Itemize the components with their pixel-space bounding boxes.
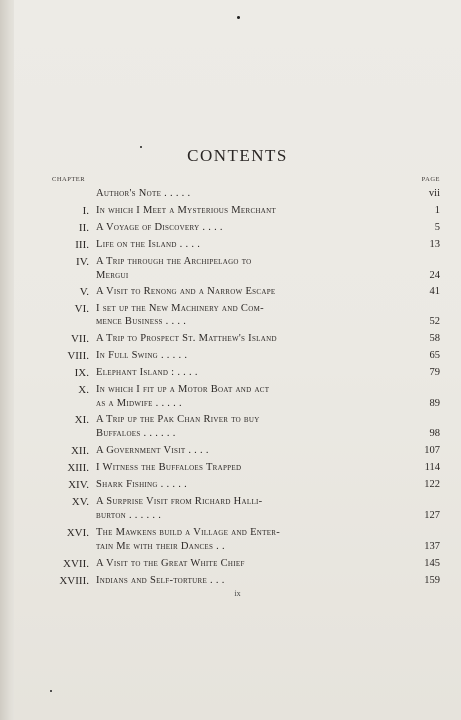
chapter-number: XI. bbox=[74, 414, 89, 426]
page-number: 145 bbox=[424, 558, 440, 569]
chapter-title-continued: burton . . . . . . bbox=[96, 510, 162, 521]
page-number: 5 bbox=[434, 222, 440, 233]
chapter-number: XVIII. bbox=[59, 575, 89, 587]
chapter-number: V. bbox=[79, 286, 89, 298]
chapter-title: A Trip through the Archipelago to bbox=[96, 256, 252, 267]
page-number: 107 bbox=[424, 445, 440, 456]
chapter-title-continued: Buffaloes . . . . . . bbox=[96, 428, 176, 439]
chapter-column-label: CHAPTER bbox=[52, 176, 86, 183]
chapter-number: VI. bbox=[74, 303, 89, 315]
chapter-title: Indians and Self-torture . . . bbox=[96, 575, 225, 586]
chapter-number: I. bbox=[82, 205, 89, 217]
chapter-number: XV. bbox=[71, 496, 89, 508]
page-number: 13 bbox=[429, 239, 440, 250]
page-number: 98 bbox=[429, 428, 440, 439]
page-column-label: PAGE bbox=[421, 176, 440, 183]
chapter-title: In which I fit up a Motor Boat and act bbox=[96, 384, 270, 395]
chapter-title: A Voyage of Discovery . . . . bbox=[96, 222, 223, 233]
chapter-number: XIV. bbox=[68, 479, 89, 491]
page-number: 24 bbox=[429, 270, 440, 281]
chapter-title: A Trip up the Pak Chan River to buy bbox=[96, 414, 260, 425]
page-number: 58 bbox=[429, 333, 440, 344]
page-number: 114 bbox=[424, 462, 440, 473]
page-number: vii bbox=[428, 188, 440, 199]
chapter-title: Elephant Island : . . . . bbox=[96, 367, 198, 378]
chapter-title: A Surprise Visit from Richard Halli- bbox=[96, 496, 263, 507]
page-number: 65 bbox=[429, 350, 440, 361]
chapter-number: XVI. bbox=[66, 527, 89, 539]
contents-title: CONTENTS bbox=[187, 146, 288, 165]
book-page bbox=[14, 0, 461, 720]
chapter-number: X. bbox=[78, 384, 89, 396]
chapter-number: IV. bbox=[76, 256, 89, 268]
page-number: 122 bbox=[424, 479, 440, 490]
chapter-number: XIII. bbox=[67, 462, 89, 474]
chapter-number: VIII. bbox=[67, 350, 89, 362]
chapter-title: Life on the Island . . . . bbox=[96, 239, 201, 250]
chapter-number: II. bbox=[78, 222, 89, 234]
chapter-title: I set up the New Machinery and Com- bbox=[96, 303, 264, 314]
chapter-title: A Visit to Renong and a Narrow Escape bbox=[96, 286, 276, 297]
chapter-title: In which I Meet a Mysterious Merchant bbox=[96, 205, 277, 216]
chapter-title-continued: mence Business . . . . bbox=[96, 316, 187, 327]
chapter-number: III. bbox=[75, 239, 89, 251]
chapter-title-continued: tain Me with their Dances . . bbox=[96, 541, 225, 552]
chapter-title: Shark Fishing . . . . . bbox=[96, 479, 188, 490]
page-number: 89 bbox=[429, 398, 440, 409]
bottom-speck bbox=[50, 690, 52, 692]
chapter-number: VII. bbox=[70, 333, 89, 345]
page-number: 1 bbox=[434, 205, 440, 216]
chapter-number: IX. bbox=[74, 367, 89, 379]
chapter-title: A Trip to Prospect St. Matthew's Island bbox=[96, 333, 277, 344]
page-number: 159 bbox=[424, 575, 440, 586]
chapter-title: The Mawkens build a Village and Enter- bbox=[96, 527, 281, 538]
chapter-title: A Visit to the Great White Chief bbox=[96, 558, 245, 569]
chapter-title: Author's Note . . . . . bbox=[96, 188, 191, 199]
page-number: 52 bbox=[429, 316, 440, 327]
chapter-title: In Full Swing . . . . . bbox=[96, 350, 188, 361]
chapter-number: XII. bbox=[70, 445, 89, 457]
page-number: 127 bbox=[424, 510, 440, 521]
chapter-title: I Witness the Buffaloes Trapped bbox=[96, 462, 242, 473]
chapter-title-continued: as a Midwife . . . . . bbox=[96, 398, 182, 409]
page-number: 137 bbox=[424, 541, 440, 552]
page-number: 79 bbox=[429, 367, 440, 378]
folio-page-number: ix bbox=[234, 589, 241, 598]
chapter-title-continued: Mergui bbox=[96, 270, 129, 281]
chapter-title: A Government Visit . . . . bbox=[96, 445, 209, 456]
page-number: 41 bbox=[429, 286, 440, 297]
top-speck bbox=[237, 16, 240, 19]
chapter-number: XVII. bbox=[63, 558, 89, 570]
